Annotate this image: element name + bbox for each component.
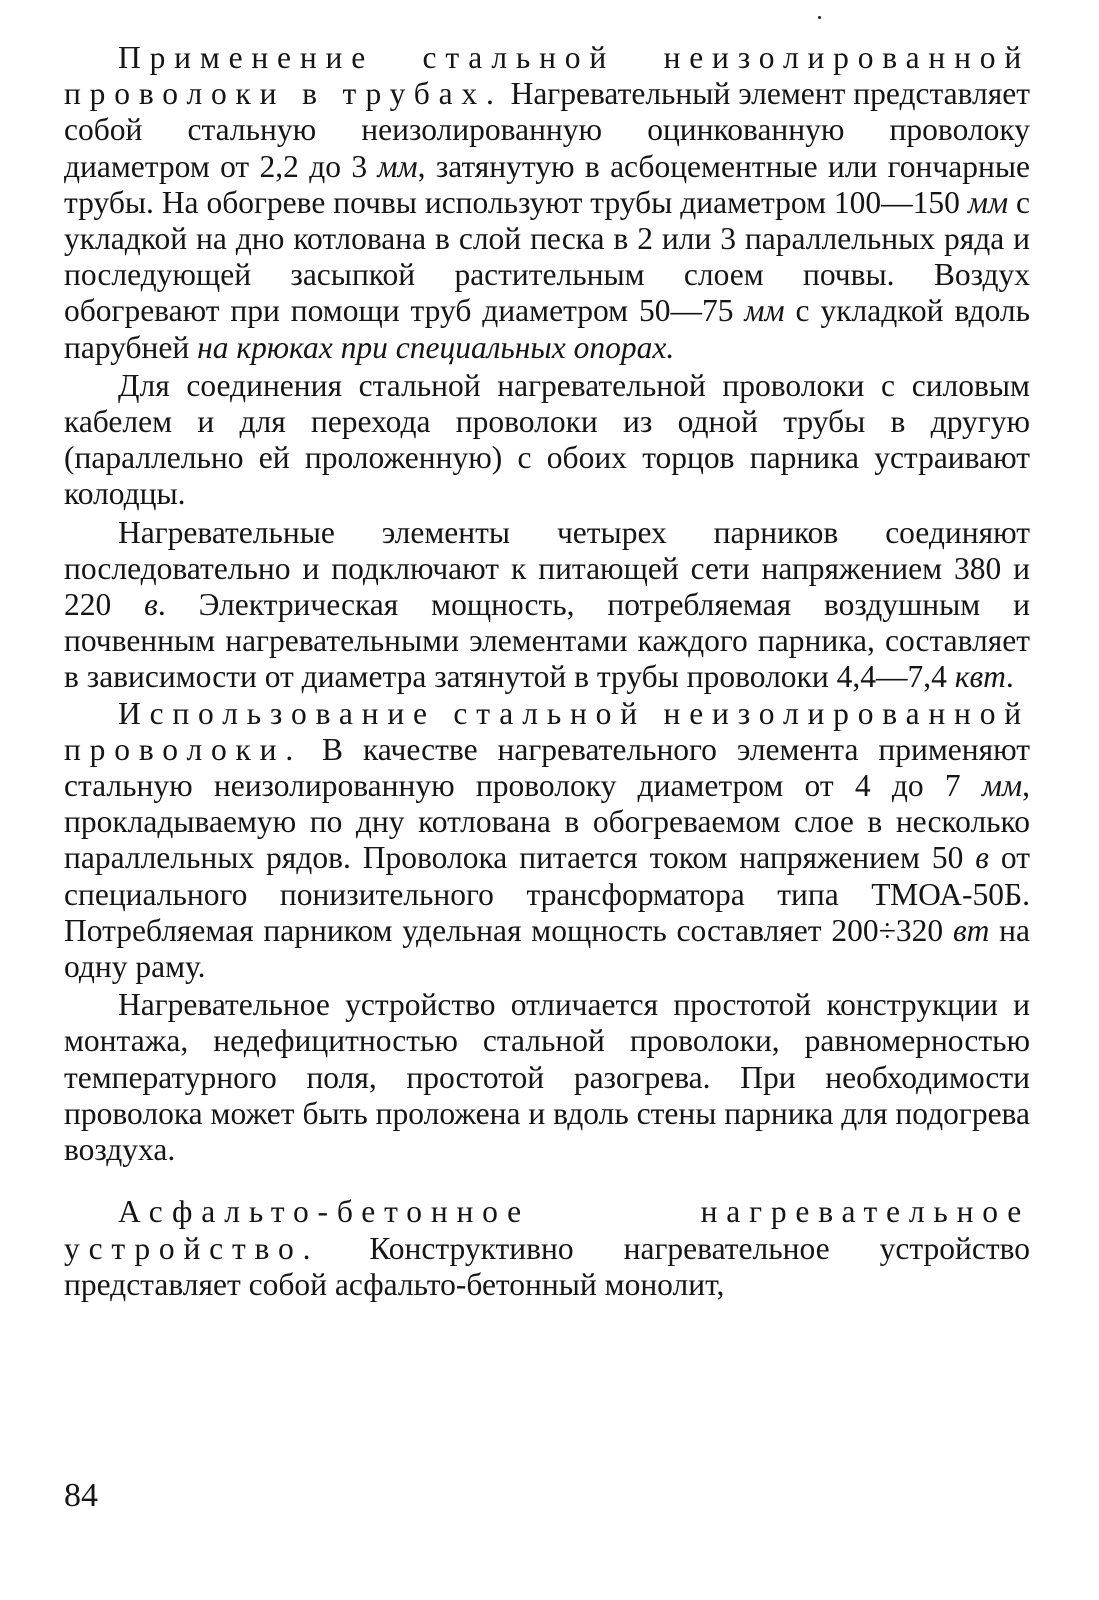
paragraph-bare-wire: Использование стальной неизолированной проволоки. В качестве нагревательного элемента применяют стальную неизолированную проволоку диаметром от 4 до 7 мм, прокладываемую по дну котлована в обогреваемом слое в несколько параллельных рядов. Проволока питается током напряжением 50 в от специального понизительного трансформатора типа ТМОА-50Б. Потребляемая парником удельная мощность составляет 200÷320 вт на одну раму. (64, 695, 1030, 985)
paragraph-wire-in-pipes: Применение стальной неизолированной проволоки в трубах. Нагревательный элемент представляет собой стальную неизолированную оцинкованную проволоку диаметром от 2,2 до 3 мм, затянутую в асбоцементные или гончарные трубы. На обогреве почвы используют трубы диаметром 100—150 мм с укладкой на дно котлована в слой песка в 2 или 3 параллельных ряда и последующей засыпкой растительным слоем почвы. Воздух обогревают при помощи труб диаметром 50—75 мм с укладкой вдоль парубней на крюках при специальных опорах. (64, 40, 1030, 365)
paragraph-wells: Для соединения стальной нагревательной проволоки с силовым кабелем и для перехода проволоки из одной трубы в другую (параллельно ей проложенную) с обоих торцов парника устраивают колодцы. (64, 367, 1030, 512)
print-speck (818, 16, 821, 19)
page-number: 84 (64, 1477, 98, 1514)
section-heading: Применение стальной неизолированной проволоки в трубах. (64, 40, 1030, 112)
section-heading: Использование стальной неизолированной проволоки. (64, 695, 1030, 767)
paragraph-advantages: Нагревательное устройство отличается простотой конструкции и монтажа, недефицитностью стальной проволоки, равномерностью температурного поля, простотой разогрева. При необходимости проволока может быть проложена и вдоль стены парника для подогрева воздуха. (64, 987, 1030, 1168)
section-heading: Асфальто-бетонное нагревательное устройство. (64, 1194, 1030, 1266)
paragraph-asphalt-concrete: Асфальто-бетонное нагревательное устройство. Конструктивно нагревательное устройство представляет собой асфальто-бетонный монолит, (64, 1194, 1030, 1302)
paragraph-power: Нагревательные элементы четырех парников соединяют последовательно и подключают к питающей сети напряжением 380 и 220 в. Электрическая мощность, потребляемая воздушным и почвенным нагревательными элементами каждого парника, составляет в зависимости от диаметра затянутой в трубы проволоки 4,4—7,4 квт. (64, 514, 1030, 695)
page-body (64, 40, 1030, 1560)
